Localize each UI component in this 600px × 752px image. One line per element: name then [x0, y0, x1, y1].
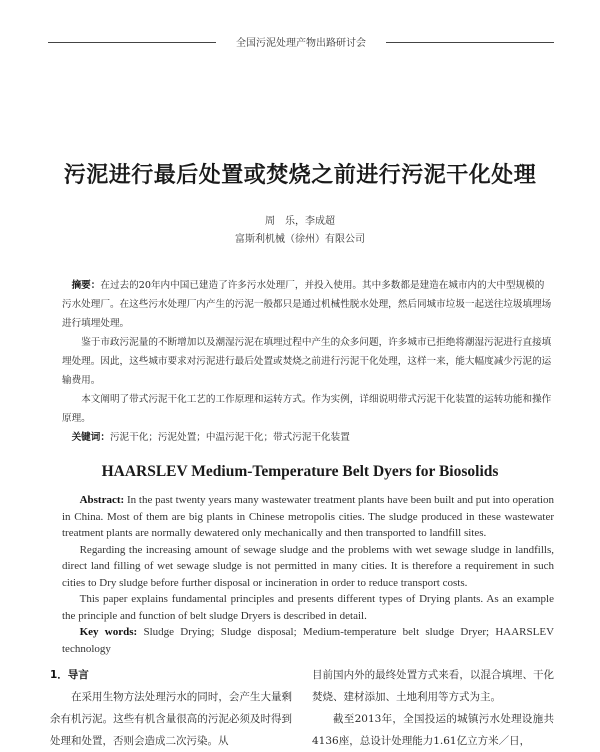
article-authors: 周 乐，李成超	[265, 216, 335, 227]
cn-keywords-text: 污泥干化；污泥处置；中温污泥干化；带式污泥干化装置	[109, 432, 350, 443]
en-abstract-p1	[62, 492, 554, 542]
intro-paragraph: 在采用生物方法处理污水的同时，会产生大量剩余有机污泥。这些有机含量很高的污泥必须及时得到处理和处置，否则会造成二次污染。从	[50, 691, 292, 747]
cn-abstract-p1	[62, 276, 552, 333]
english-title: HAARSLEV Medium-Temperature Belt Dyers for Biosolids	[101, 463, 499, 480]
article-title: 污泥进行最后处置或焚烧之前进行污泥干化处理	[63, 163, 537, 188]
cn-abstract-text: 在过去的20年内中国已建造了许多污水处理厂，并投入使用。其中多数都是建造在城市内的大中型规模的污水处理厂。在这些污水处理厂内产生的污泥一般都只是通过机械性脱水处理，然后同城市垃圾一起送往垃圾填埋场进行填埋处理。	[62, 280, 552, 329]
cn-keywords	[62, 428, 552, 447]
en-abstract-text: In the past twenty years many wastewater treatment plants have been built and put into operation in China. Most of them are big plants in Chinese metropolis cities. The sludge produced in these wastewater treatment plants are normally dewatered only mechanically and then transported to landfill sites.	[62, 494, 555, 539]
en-keywords	[62, 624, 554, 657]
running-header: 全国污泥处理产物出路研讨会	[236, 38, 366, 49]
body-column-right	[312, 664, 554, 752]
en-abstract-p2: Regarding the increasing amount of sewage sludge and the problems with wet sewage sludge in landfills, direct land filling of wet sewage sludge is not permitted in many cities. It is therefore a requirement in such cities to Dry sludge before further disposal or incineration in order to reduce transport costs.	[62, 543, 554, 589]
header-rule-right	[386, 42, 554, 43]
cn-abstract-p3: 本文阐明了带式污泥干化工艺的工作原理和运转方式。作为实例，详细说明带式污泥干化装置的运转功能和操作原理。	[62, 394, 552, 424]
article-affiliation: 富斯利机械（徐州）有限公司	[235, 234, 365, 245]
header-rule-left	[48, 42, 216, 43]
english-abstract	[62, 492, 554, 657]
cn-abstract-label: 摘要：	[71, 280, 101, 291]
en-keywords-text: Sludge Drying; Sludge disposal; Medium-temperature belt sludge Dryer; HAARSLEV technology	[62, 626, 555, 655]
en-keywords-label: Key words:	[79, 626, 138, 638]
chinese-abstract	[62, 276, 552, 447]
cn-abstract-p2: 鉴于市政污泥量的不断增加以及潮湿污泥在填埋过程中产生的众多问题，许多城市已拒绝将潮湿污泥进行直接填埋处理。因此，这些城市要求对污泥进行最后处置或焚烧之前进行污泥干化处理，这样一来，能大幅度减少污泥的运输费用。	[62, 337, 552, 386]
en-abstract-p3: This paper explains fundamental principles and presents different types of Drying plants. As an example the principle and function of belt sludge Dryers is described in detail.	[62, 593, 554, 622]
right-paragraph-continued: 目前国内外的最终处置方式来看，以混合填埋、干化焚烧、建材添加、土地利用等方式为主。	[312, 669, 554, 703]
section-heading-intro: 1．导言	[50, 669, 89, 681]
right-paragraph-2013: 截至2013年，全国投运的城镇污水处理设施共4136座，总设计处理能力1.61亿立方米／日，	[312, 713, 554, 747]
body-column-left	[50, 664, 292, 752]
en-abstract-label: Abstract:	[79, 494, 125, 506]
cn-keywords-label: 关键词：	[71, 432, 110, 443]
